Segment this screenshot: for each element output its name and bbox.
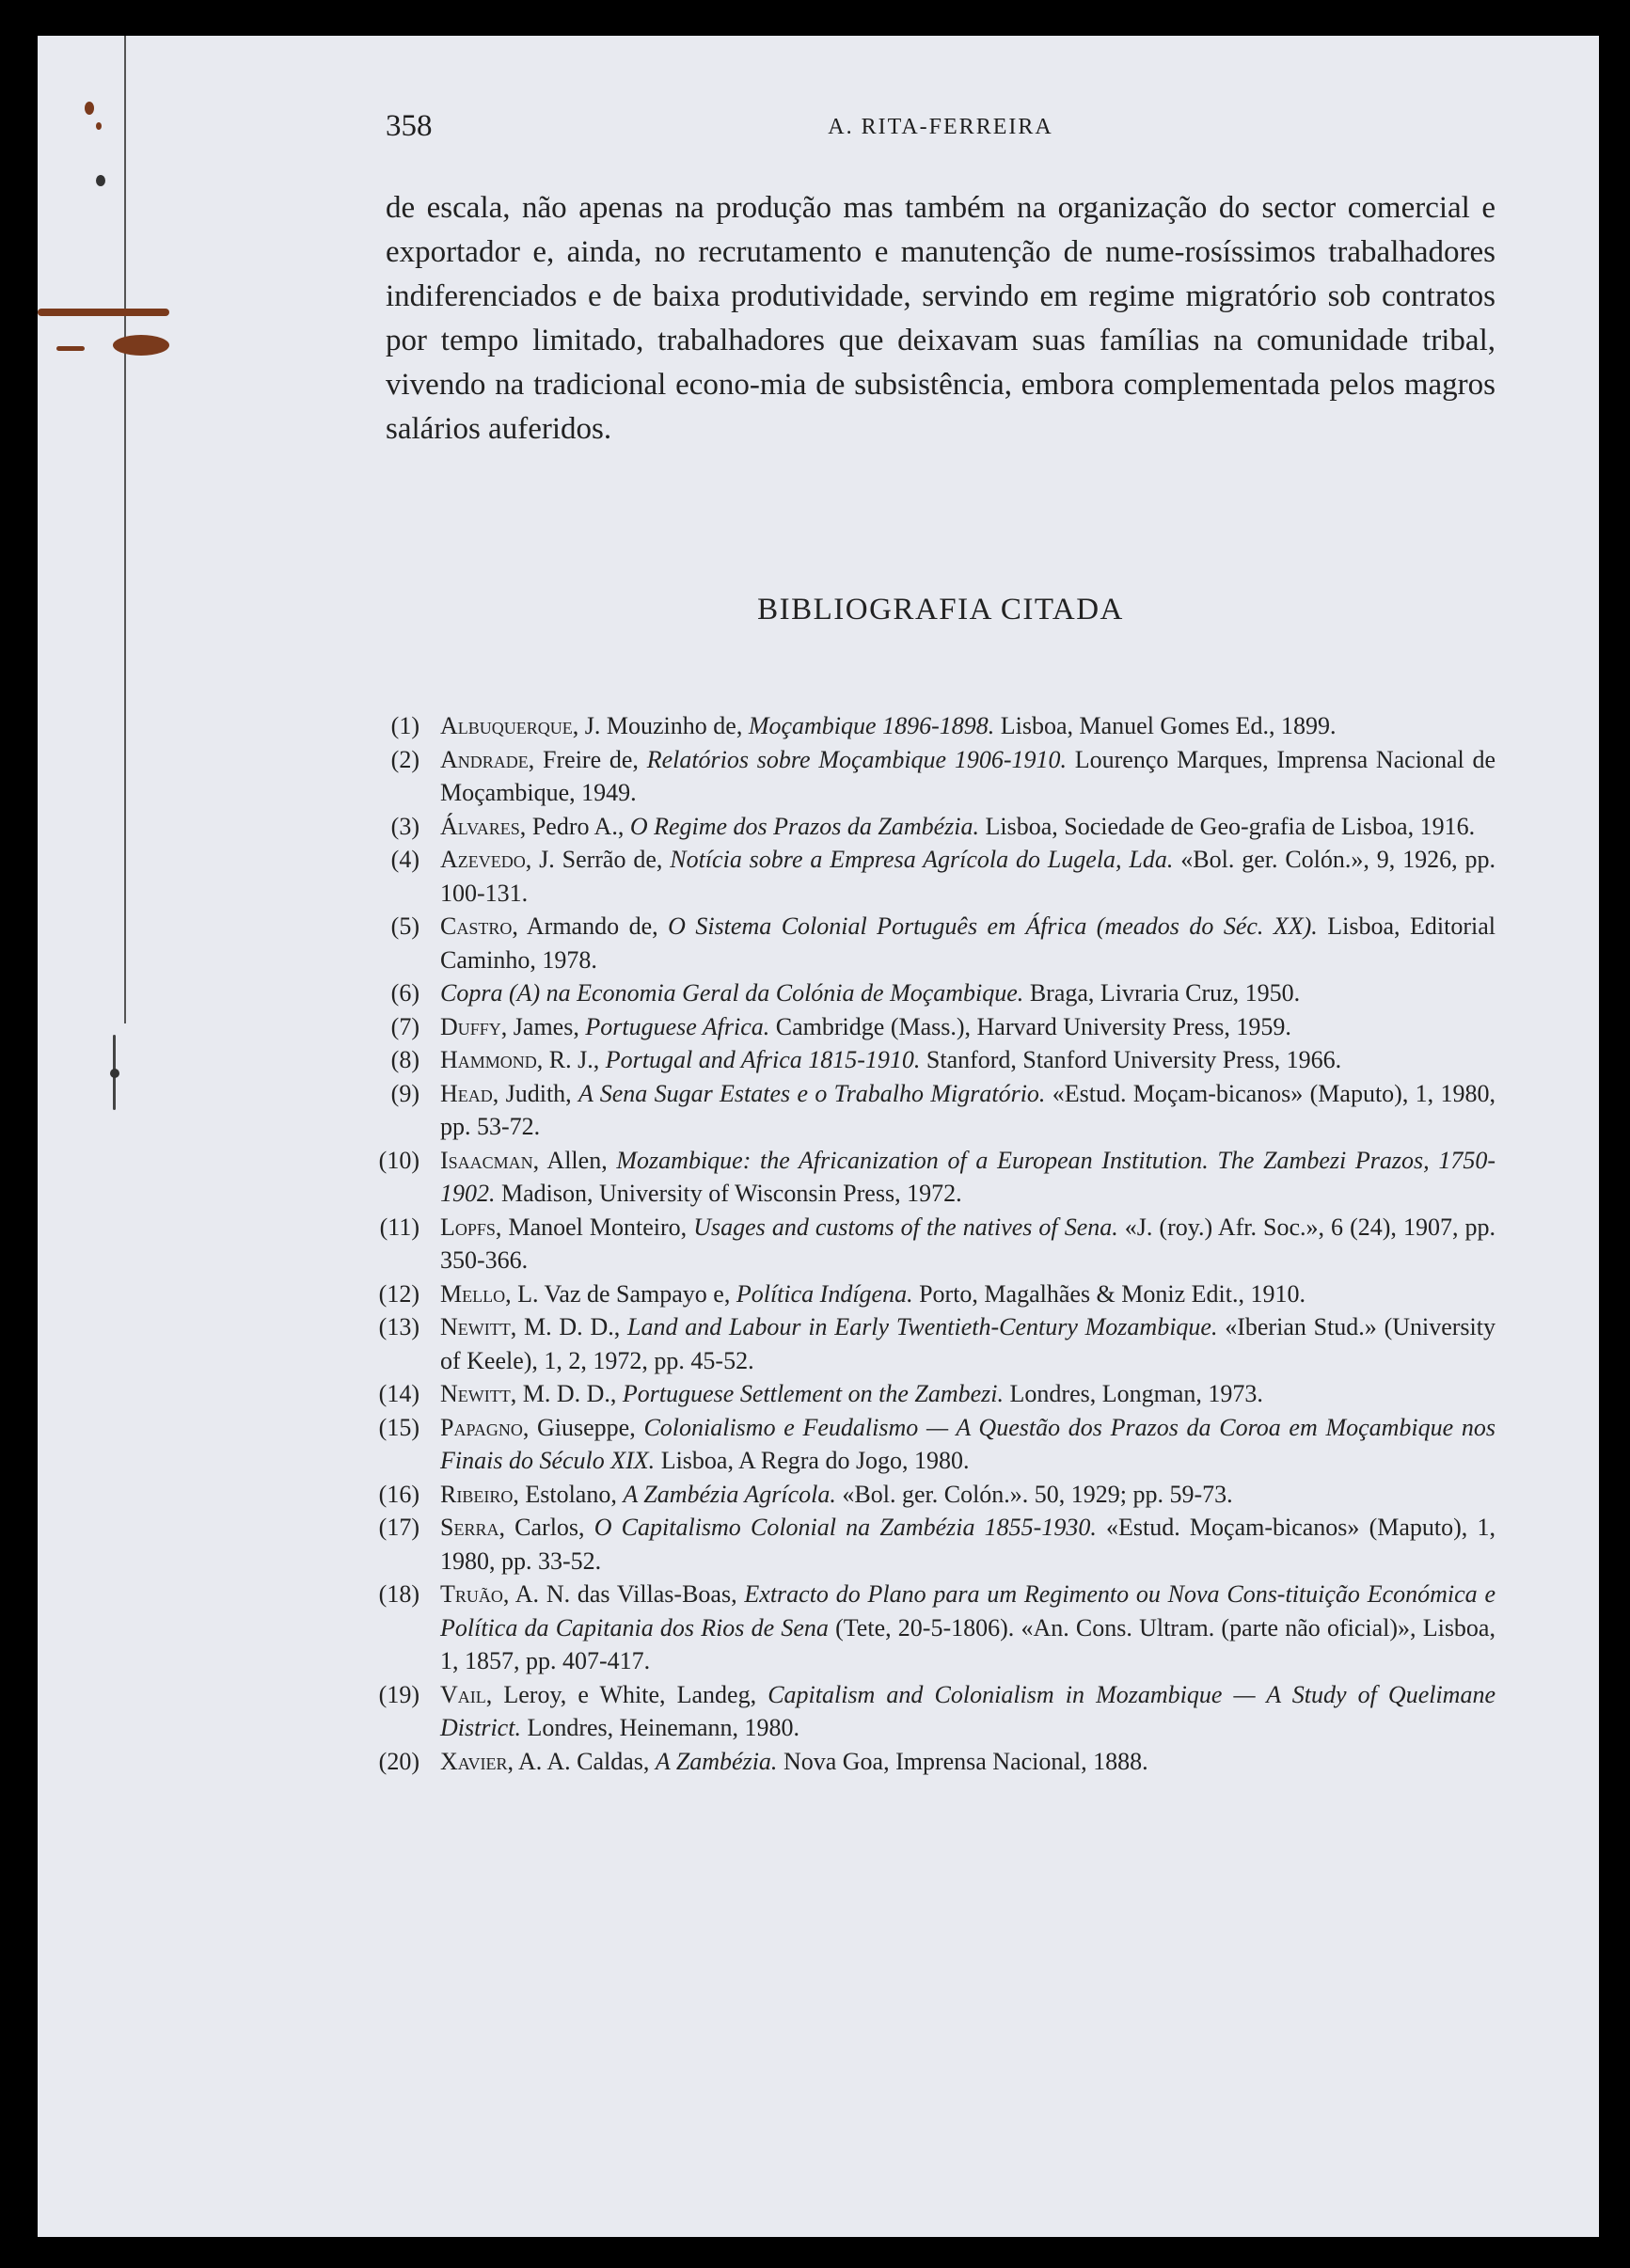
- entry-publication: Stanford, Stanford University Press, 1966.: [920, 1046, 1342, 1073]
- entry-text: [429, 1411, 1495, 1478]
- bibliography-entry: [365, 1478, 1495, 1512]
- bibliography-entry: [365, 709, 1495, 743]
- entry-author: Newitt,: [440, 1380, 517, 1407]
- entry-details: J. Mouzinho de,: [578, 712, 749, 739]
- entry-author: Castro,: [440, 912, 518, 940]
- entry-details: Carlos,: [504, 1514, 594, 1541]
- entry-publication: Porto, Magalhães & Moniz Edit., 1910.: [912, 1279, 1306, 1308]
- bibliography-entry: [365, 1377, 1495, 1411]
- page-number: 358: [386, 109, 433, 143]
- entry-publication: Lisboa, Editorial Caminho, 1978.: [440, 912, 1495, 974]
- bibliography-entry: [365, 1010, 1495, 1044]
- entry-author: Head,: [440, 1079, 499, 1107]
- entry-author: Álvares,: [440, 812, 527, 840]
- margin-binding-line: [124, 36, 126, 1023]
- entry-title: O Capitalismo Colonial na Zambézia 1855-1930.: [593, 1514, 1097, 1541]
- entry-title: Extracto do Plano para um Regimento ou Nova Cons-tituição Económica e Política da Capitania dos Rios de Sena: [440, 1580, 1495, 1642]
- entry-number: (2): [390, 745, 419, 773]
- bibliography-list: [365, 709, 1495, 1778]
- entry-publication: Londres, Longman, 1973.: [1004, 1380, 1263, 1407]
- ink-stain-mark: [110, 1069, 119, 1078]
- entry-number: (11): [379, 1213, 419, 1241]
- entry-number: (18): [378, 1580, 419, 1608]
- entry-details: M. D. D.,: [516, 1313, 627, 1340]
- bibliography-entry: [365, 1678, 1495, 1745]
- entry-number: (10): [378, 1146, 419, 1174]
- entry-number: (14): [378, 1380, 419, 1407]
- entry-details: Armando de,: [517, 912, 669, 940]
- entry-details: J. Serrão de,: [531, 846, 671, 873]
- entry-text: [429, 1277, 1495, 1311]
- bibliography-entry: [365, 743, 1495, 810]
- entry-author: Serra,: [440, 1514, 505, 1541]
- entry-title: Mozambique: the Africanization of a European Institution. The Zambezi Prazos, 1750-1902.: [440, 1146, 1495, 1207]
- entry-title: Política Indígena.: [736, 1279, 913, 1308]
- entry-author: Azevedo,: [440, 846, 532, 873]
- entry-number: (17): [378, 1514, 419, 1541]
- entry-text: [429, 1077, 1495, 1144]
- entry-author: Truão,: [440, 1580, 510, 1608]
- entry-number: (7): [390, 1012, 419, 1040]
- entry-publication: Londres, Heinemann, 1980.: [520, 1714, 799, 1741]
- entry-publication: Lisboa, Manuel Gomes Ed., 1899.: [994, 712, 1337, 739]
- entry-title: O Sistema Colonial Português em África (meados do Séc. XX).: [668, 912, 1318, 940]
- entry-text: [429, 1511, 1495, 1578]
- entry-details: Estolano,: [518, 1480, 624, 1508]
- entry-details: James,: [507, 1012, 586, 1040]
- ink-stain-mark: [38, 309, 169, 316]
- entry-number: (13): [378, 1313, 419, 1340]
- entry-number: (5): [390, 912, 419, 940]
- bibliography-entry: [365, 1411, 1495, 1478]
- running-head: A. RITA-FERREIRA: [828, 115, 1053, 139]
- entry-title: Relatórios sobre Moçambique 1906-1910.: [646, 745, 1067, 773]
- entry-number: (16): [378, 1480, 419, 1508]
- entry-text: [429, 1310, 1495, 1377]
- entry-publication: Braga, Livraria Cruz, 1950.: [1023, 979, 1301, 1007]
- section-title: BIBLIOGRAFIA CITADA: [757, 593, 1124, 626]
- entry-publication: «Estud. Moçam-bicanos» (Maputo), 1, 1980, pp. 53-72.: [440, 1079, 1495, 1140]
- entry-publication: Lisboa, Sociedade de Geo-grafia de Lisboa, 1916.: [979, 812, 1476, 840]
- entry-publication: Lourenço Marques, Imprensa Nacional de Moçambique, 1949.: [440, 745, 1496, 806]
- entry-text: [429, 843, 1495, 910]
- entry-details: A. A. Caldas,: [513, 1747, 656, 1775]
- entry-number: (9): [390, 1079, 419, 1107]
- entry-publication: Nova Goa, Imprensa Nacional, 1888.: [777, 1747, 1148, 1775]
- entry-author: Duffy,: [440, 1012, 508, 1040]
- entry-author: Hammond,: [440, 1046, 544, 1073]
- ink-stain-mark: [113, 335, 169, 356]
- entry-text: [429, 810, 1495, 844]
- entry-text: [429, 1478, 1495, 1512]
- entry-title: Moçambique 1896-1898.: [748, 712, 995, 739]
- entry-details: Judith,: [498, 1079, 578, 1107]
- bibliography-entry: [365, 1578, 1495, 1678]
- bibliography-entry: [365, 1511, 1495, 1578]
- entry-text: [429, 1578, 1495, 1678]
- entry-title: A Zambézia.: [655, 1747, 778, 1775]
- entry-text: [429, 1043, 1495, 1077]
- entry-text: [429, 1211, 1495, 1277]
- ink-stain-mark: [56, 346, 85, 351]
- entry-author: Lopfs,: [440, 1213, 502, 1241]
- entry-details: R. J.,: [543, 1046, 606, 1073]
- entry-publication: «Iberian Stud.» (University of Keele), 1, 2, 1972, pp. 45-52.: [440, 1313, 1495, 1374]
- entry-publication: Madison, University of Wisconsin Press, 1972.: [495, 1180, 962, 1207]
- entry-author: Andrade,: [440, 745, 535, 773]
- entry-author: Papagno,: [440, 1413, 530, 1441]
- entry-title: Portugal and Africa 1815-1910.: [605, 1046, 921, 1073]
- entry-author: Xavier,: [440, 1747, 514, 1775]
- entry-publication: (Tete, 20-5-1806). «An. Cons. Ultram. (parte não oficial)», Lisboa, 1, 1857, pp. 407-417.: [440, 1613, 1495, 1674]
- entry-details: M. D. D.,: [516, 1380, 623, 1407]
- entry-number: (12): [378, 1279, 419, 1308]
- entry-text: [429, 743, 1495, 810]
- entry-title: Usages and customs of the natives of Sena.: [693, 1213, 1118, 1241]
- entry-author: Vail,: [440, 1680, 493, 1708]
- entry-number: (8): [390, 1046, 419, 1073]
- body-paragraph: de escala, não apenas na produção mas também na organização do sector comercial e exportador e, ainda, no recrutamento e manutenção de nume-rosíssimos trabalhadores indiferenciados e de baixa produtividade, servindo em regime migratório sob contratos por tempo limitado, trabalhadores que deixavam suas famílias na comunidade tribal, vivendo na tradicional econo-mia de subsistência, embora complementada pelos magros salários auferidos.: [386, 191, 1495, 446]
- bibliography-entry: [365, 1277, 1495, 1311]
- entry-publication: Cambridge (Mass.), Harvard University Press, 1959.: [769, 1012, 1291, 1040]
- entry-number: (4): [390, 846, 419, 873]
- entry-text: [429, 1745, 1495, 1779]
- entry-text: [429, 1678, 1495, 1745]
- entry-title: A Sena Sugar Estates e o Trabalho Migratório.: [578, 1079, 1046, 1107]
- scanned-page: [38, 36, 1599, 2237]
- entry-number: (20): [378, 1747, 419, 1775]
- entry-details: L. Vaz de Sampayo e,: [511, 1279, 736, 1308]
- entry-number: (6): [390, 979, 419, 1007]
- bibliography-entry: [365, 1310, 1495, 1377]
- bibliography-entry: [365, 1211, 1495, 1277]
- entry-author: Ribeiro,: [440, 1480, 519, 1508]
- ink-stain-mark: [96, 175, 105, 186]
- ink-stain-mark: [96, 122, 102, 130]
- entry-title: A Zambézia Agrícola.: [623, 1480, 836, 1508]
- entry-title: Copra (A) na Economia Geral da Colónia de Moçambique.: [440, 979, 1024, 1007]
- entry-author: Albuquerque,: [440, 712, 579, 739]
- entry-author: Isaacman,: [440, 1146, 540, 1174]
- bibliography-entry: [365, 910, 1495, 976]
- entry-publication: «Bol. ger. Colón.», 9, 1926, pp. 100-131.: [440, 846, 1495, 907]
- entry-publication: Lisboa, A Regra do Jogo, 1980.: [655, 1447, 970, 1474]
- bibliography-entry: [365, 1745, 1495, 1779]
- entry-details: Manoel Monteiro,: [501, 1213, 694, 1241]
- entry-title: Capitalism and Colonialism in Mozambique — A Study of Quelimane District.: [440, 1680, 1495, 1741]
- entry-number: (3): [390, 812, 419, 840]
- entry-publication: «Bol. ger. Colón.». 50, 1929; pp. 59-73.: [835, 1480, 1233, 1508]
- entry-text: [429, 709, 1495, 743]
- entry-title: Portuguese Africa.: [585, 1012, 770, 1040]
- entry-details: Pedro A.,: [526, 812, 630, 840]
- entry-title: Portuguese Settlement on the Zambezi.: [622, 1380, 1005, 1407]
- entry-text: [429, 910, 1495, 976]
- entry-details: Allen,: [539, 1146, 617, 1174]
- bibliography-entry: [365, 1144, 1495, 1211]
- ink-stain-mark: [85, 102, 94, 115]
- bibliography-entry: [365, 1077, 1495, 1144]
- entry-details: Freire de,: [534, 745, 647, 773]
- entry-details: Giuseppe,: [529, 1413, 644, 1441]
- page-header: [386, 109, 1495, 147]
- entry-title: Colonialismo e Feudalismo — A Questão dos Prazos da Coroa em Moçambique nos Finais do Século XIX.: [440, 1413, 1495, 1474]
- bibliography-entry: [365, 976, 1495, 1010]
- entry-number: (19): [378, 1680, 419, 1708]
- entry-text: [429, 1377, 1495, 1411]
- entry-publication: «J. (roy.) Afr. Soc.», 6 (24), 1907, pp. 350-366.: [440, 1213, 1495, 1274]
- bibliography-entry: [365, 1043, 1495, 1077]
- entry-title: O Regime dos Prazos da Zambézia.: [629, 812, 980, 840]
- entry-title: Notícia sobre a Empresa Agrícola do Lugela, Lda.: [670, 846, 1174, 873]
- entry-number: (1): [390, 712, 419, 739]
- entry-author: Newitt,: [440, 1313, 517, 1340]
- bibliography-entry: [365, 843, 1495, 910]
- entry-details: A. N. das Villas-Boas,: [509, 1580, 745, 1608]
- entry-publication: «Estud. Moçam-bicanos» (Maputo), 1, 1980, pp. 33-52.: [440, 1514, 1495, 1575]
- entry-author: Mello,: [440, 1279, 512, 1308]
- entry-text: [429, 976, 1495, 1010]
- entry-details: Leroy, e White, Landeg,: [492, 1680, 768, 1708]
- bibliography-entry: [365, 810, 1495, 844]
- entry-text: [429, 1144, 1495, 1211]
- entry-text: [429, 1010, 1495, 1044]
- entry-number: (15): [378, 1413, 419, 1441]
- entry-title: Land and Labour in Early Twentieth-Century Mozambique.: [626, 1313, 1218, 1340]
